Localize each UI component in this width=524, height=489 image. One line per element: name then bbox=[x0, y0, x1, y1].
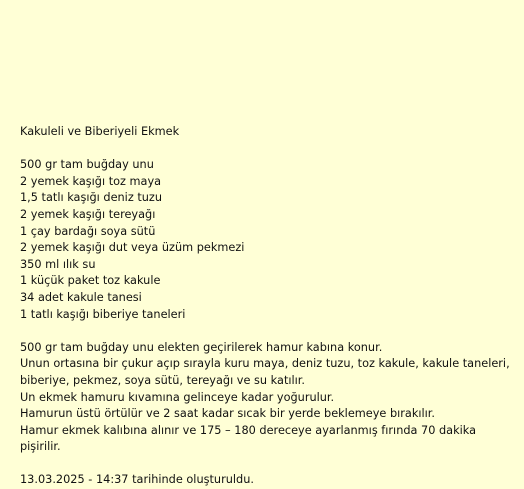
spacer bbox=[20, 323, 516, 340]
instruction-step: 500 gr tam buğday unu elekten geçirilerek hamur kabına konur. bbox=[20, 340, 383, 354]
instruction-step: Hamur ekmek kalıbına alınır ve 175 – 180 dereceye ayarlanmış fırında 70 dakika pişirilir. bbox=[20, 423, 477, 454]
ingredient-item: 1 küçük paket toz kakule bbox=[20, 274, 161, 288]
instruction-step: Hamurun üstü örtülür ve 2 saat kadar sıcak bir yerde beklemeye bırakılır. bbox=[20, 407, 435, 421]
recipe-title: Kakuleli ve Biberiyeli Ekmek bbox=[20, 125, 180, 138]
spacer bbox=[20, 141, 516, 158]
ingredient-item: 350 ml ılık su bbox=[20, 257, 96, 271]
ingredient-item: 34 adet kakule tanesi bbox=[20, 290, 142, 304]
ingredient-item: 2 yemek kaşığı dut veya üzüm pekmezi bbox=[20, 241, 245, 255]
ingredient-item: 1,5 tatlı kaşığı deniz tuzu bbox=[20, 191, 163, 205]
ingredient-item: 1 çay bardağı soya sütü bbox=[20, 224, 156, 238]
recipe-document bbox=[20, 124, 516, 489]
instruction-step: Un ekmek hamuru kıvamına gelinceye kadar yoğurulur. bbox=[20, 390, 335, 404]
ingredient-item: 2 yemek kaşığı toz maya bbox=[20, 174, 162, 188]
instruction-step: Unun ortasına bir çukur açıp sırayla kuru maya, deniz tuzu, toz kakule, kakule taneleri, biberiye, pekmez, soya sütü, tereyağı ve su katılır. bbox=[20, 357, 510, 387]
ingredient-item: 500 gr tam buğday unu bbox=[20, 158, 154, 172]
created-timestamp: 13.03.2025 - 14:37 tarihinde oluşturuldu. bbox=[20, 473, 254, 487]
ingredient-item: 2 yemek kaşığı tereyağı bbox=[20, 207, 156, 221]
ingredient-item: 1 tatlı kaşığı biberiye taneleri bbox=[20, 307, 186, 321]
spacer bbox=[20, 456, 516, 473]
